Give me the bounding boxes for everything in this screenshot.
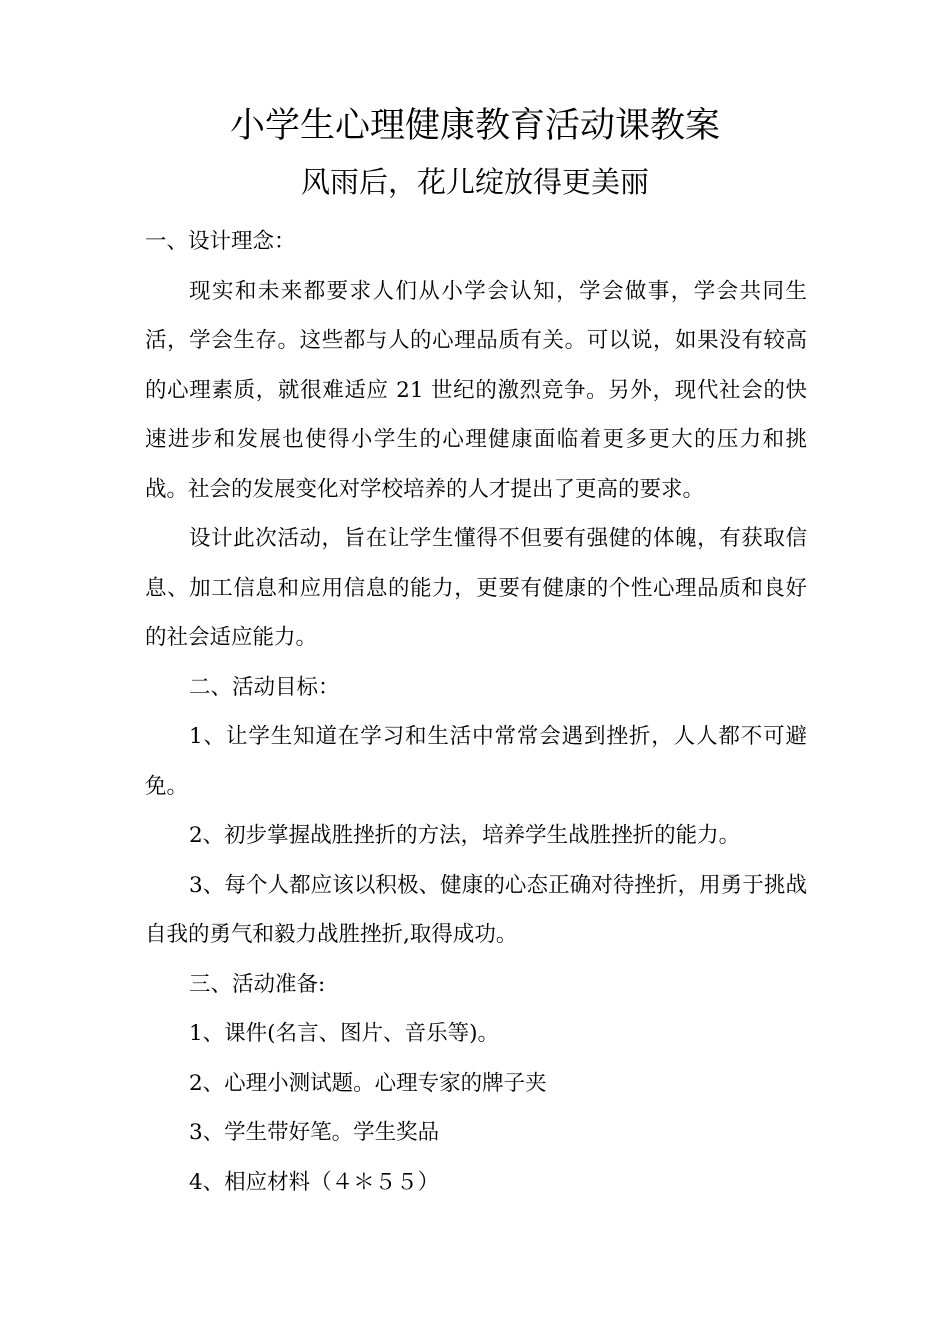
prep-item-1: 1、课件(名言、图片、音乐等)。 (189, 1021, 499, 1046)
goal-item-1: 1、让学生知道在学习和生活中常常会遇到挫折，人人都不可避免。 (145, 724, 807, 799)
document-title: 小学生心理健康教育活动课教案 (229, 106, 720, 146)
document-body (145, 217, 807, 1207)
prep-item-4: 4、相应材料（４＊５５） (189, 1169, 440, 1195)
section-heading-activity-goals: 二、活动目标： (189, 674, 340, 700)
prep-item-2: 2、心理小测试题。心理专家的牌子夹 (189, 1070, 547, 1096)
goal-item-3: 3、每个人都应该以积极、健康的心态正确对待挫折，用勇于挑战自我的勇气和毅力战胜挫折,取得成功。 (145, 872, 807, 947)
document-subtitle: 风雨后，花儿绽放得更美丽 (300, 165, 649, 199)
section-heading-activity-prep: 三、活动准备: (189, 971, 326, 997)
section-heading-design-concept: 一、设计理念： (145, 229, 296, 254)
goal-item-2: 2、初步掌握战胜挫折的方法，培养学生战胜挫折的能力。 (189, 823, 741, 848)
prep-item-3: 3、学生带好笔。学生奖品 (189, 1120, 440, 1145)
paragraph-design-concept-1: 现实和未来都要求人们从小学会认知，学会做事，学会共同生活，学会生存。这些都与人的心理品质有关。可以说，如果没有较高的心理素质，就很难适应 21 世纪的激烈竞争。另外，现代社会的快速进步和发展也使得小学生的心理健康面临着更多更大的压力和挑战。社会的发展变化对学校培养的人才提出了更高的要求。 (145, 278, 807, 502)
paragraph-design-concept-2: 设计此次活动，旨在让学生懂得不但要有强健的体魄，有获取信息、加工信息和应用信息的能力，更要有健康的个性心理品质和良好的社会适应能力。 (145, 526, 807, 650)
